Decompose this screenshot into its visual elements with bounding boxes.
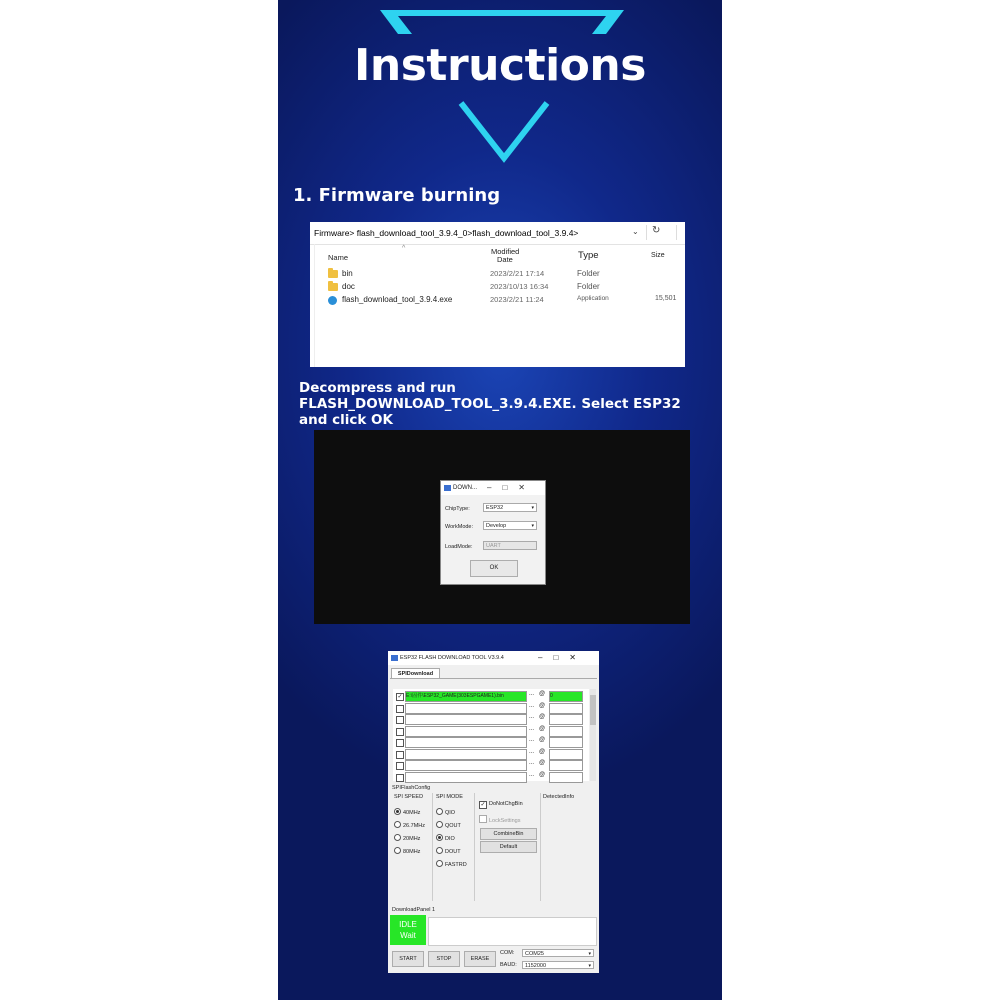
radio-label: DOUT xyxy=(445,849,461,855)
file-type: Folder xyxy=(577,282,600,291)
checkbox-label: DoNotChgBin xyxy=(489,801,523,807)
row-checkbox[interactable] xyxy=(396,739,404,747)
chevron-down-icon[interactable]: ⌄ xyxy=(632,227,639,236)
at-label: @ xyxy=(539,691,546,697)
column-header-modified-line2: Date xyxy=(497,255,513,264)
status-indicator xyxy=(390,915,426,945)
row-checkbox[interactable] xyxy=(396,762,404,770)
section-heading: 1. Firmware burning xyxy=(293,185,501,206)
table-row xyxy=(393,760,589,770)
radio-icon xyxy=(436,808,443,815)
divider xyxy=(314,244,315,367)
file-size: 15,501 xyxy=(655,295,677,302)
bin-path-input[interactable] xyxy=(405,749,527,760)
download-log xyxy=(428,917,597,946)
table-row xyxy=(393,714,589,724)
address-input[interactable] xyxy=(549,726,583,737)
file-name: doc xyxy=(342,282,355,291)
app-logo-icon xyxy=(444,485,451,491)
radio-icon xyxy=(436,821,443,828)
bin-path-input[interactable] xyxy=(405,737,527,748)
at-label: @ xyxy=(539,702,546,709)
address-input[interactable] xyxy=(549,703,583,714)
spi-config-label: SPIFlashConfig xyxy=(392,785,431,791)
browse-button[interactable]: ... xyxy=(529,691,535,697)
address-path: Firmware> flash_download_tool_3.9.4_0>flash_download_tool_3.9.4> xyxy=(314,228,579,238)
list-scrollbar[interactable] xyxy=(590,689,596,781)
app-icon xyxy=(328,296,337,305)
row-checkbox[interactable] xyxy=(396,751,404,759)
radio-icon xyxy=(394,834,401,841)
radio-label: QIO xyxy=(445,810,456,816)
do-not-chg-bin-checkbox[interactable] xyxy=(479,800,523,808)
spi-speed-label: SPI SPEED xyxy=(394,794,424,800)
spi-speed-40mhz[interactable] xyxy=(394,808,420,816)
refresh-icon[interactable]: ↻ xyxy=(652,225,661,236)
address-input[interactable] xyxy=(549,760,583,771)
chevron-down-icon: ▾ xyxy=(588,963,591,969)
search-icon[interactable] xyxy=(676,225,686,240)
page-title: Instructions xyxy=(354,40,646,91)
window-controls[interactable]: –□✕ xyxy=(487,483,536,492)
com-label: COM: xyxy=(500,950,515,956)
row-checkbox[interactable] xyxy=(396,728,404,736)
combine-bin-button[interactable]: CombineBin xyxy=(480,828,537,840)
radio-label: 40MHz xyxy=(403,810,421,816)
scrollbar-thumb[interactable] xyxy=(590,695,596,725)
at-label: @ xyxy=(539,771,546,778)
address-bar[interactable] xyxy=(310,222,685,245)
address-input[interactable] xyxy=(549,749,583,760)
spi-mode-dio[interactable] xyxy=(436,834,455,842)
browse-button[interactable]: ... xyxy=(529,725,535,732)
status-line1: IDLE xyxy=(399,920,417,929)
file-explorer-window xyxy=(310,222,685,367)
window-title: ESP32 FLASH DOWNLOAD TOOL V3.9.4 xyxy=(400,655,504,661)
lock-settings-checkbox[interactable] xyxy=(479,814,521,824)
bin-path-input[interactable] xyxy=(405,703,527,714)
baud-value: 1152000 xyxy=(525,963,547,969)
checkbox-label: LockSettings xyxy=(489,818,521,824)
file-type: Application xyxy=(577,295,609,302)
radio-label: 80MHz xyxy=(403,849,421,855)
column-header-modified-line1: Modified xyxy=(491,247,520,256)
top-chevron-decoration xyxy=(380,10,624,40)
tab-spidownload[interactable]: SPIDownload xyxy=(391,668,440,679)
spi-speed-20mhz[interactable] xyxy=(394,834,420,842)
desktop-background xyxy=(314,430,690,624)
bin-path-input[interactable] xyxy=(405,714,527,725)
chip-type-select[interactable] xyxy=(483,503,537,512)
download-panel-label: DownloadPanel 1 xyxy=(392,907,436,913)
file-modified: 2023/2/21 11:24 xyxy=(490,295,544,304)
default-button[interactable]: Default xyxy=(480,841,537,853)
chevron-down-icon: ▾ xyxy=(531,523,534,529)
radio-label: DIO xyxy=(445,836,455,842)
bin-file-list xyxy=(393,689,589,781)
column-header-modified[interactable] xyxy=(491,248,519,264)
spi-mode-qout[interactable] xyxy=(436,821,461,829)
address-input[interactable]: 0 xyxy=(549,691,583,702)
address-input[interactable] xyxy=(549,772,583,783)
radio-selected-icon xyxy=(394,808,401,815)
radio-label: FASTRD xyxy=(445,862,467,868)
window-titlebar xyxy=(388,651,599,665)
chip-type-value: ESP32 xyxy=(486,505,504,511)
work-mode-label: WorkMode: xyxy=(445,524,474,530)
load-mode-label: LoadMode: xyxy=(445,544,473,550)
column-header-type[interactable]: Type xyxy=(578,250,599,261)
row-checkbox[interactable] xyxy=(396,774,404,782)
divider xyxy=(646,225,647,240)
browse-button[interactable]: ... xyxy=(529,714,535,720)
bin-path-input[interactable] xyxy=(405,726,527,737)
dialog-title: DOWN... xyxy=(453,485,477,491)
row-checkbox[interactable]: ✓ xyxy=(397,694,403,700)
work-mode-value: Develop xyxy=(486,523,507,529)
at-label: @ xyxy=(539,748,546,755)
chip-type-label: ChipType: xyxy=(445,506,470,512)
row-checkbox[interactable] xyxy=(396,716,404,724)
checkbox-icon xyxy=(479,815,487,823)
load-mode-value: UART xyxy=(486,543,501,549)
start-button[interactable]: START xyxy=(392,951,424,967)
baud-select[interactable] xyxy=(522,961,594,969)
at-label: @ xyxy=(539,760,546,766)
dialog-titlebar xyxy=(441,481,545,495)
radio-selected-icon xyxy=(436,834,443,841)
stop-button[interactable]: STOP xyxy=(428,951,460,967)
file-type: Folder xyxy=(577,269,600,278)
checkbox-checked-icon: ✓ xyxy=(480,802,486,808)
divider xyxy=(390,678,597,679)
radio-label: 26.7MHz xyxy=(403,823,426,829)
file-name: flash_download_tool_3.9.4.exe xyxy=(342,295,453,304)
sort-caret-icon: ^ xyxy=(402,245,406,252)
spi-mode-qio[interactable] xyxy=(436,808,455,816)
radio-label: QOUT xyxy=(445,823,461,829)
folder-icon xyxy=(328,283,338,291)
flash-tool-window xyxy=(388,651,599,973)
browse-button[interactable]: ... xyxy=(529,760,535,766)
file-name: bin xyxy=(342,269,353,278)
chevron-down-icon: ▾ xyxy=(531,505,534,511)
bin-path-input[interactable] xyxy=(405,772,527,783)
erase-button[interactable]: ERASE xyxy=(464,951,496,967)
folder-icon xyxy=(328,270,338,278)
browse-button[interactable]: ... xyxy=(529,737,535,743)
app-logo-icon xyxy=(391,655,398,661)
work-mode-select[interactable] xyxy=(483,521,537,530)
spi-mode-label: SPI MODE xyxy=(436,794,463,800)
com-value: COM25 xyxy=(525,951,544,957)
com-select[interactable] xyxy=(522,949,594,957)
address-input[interactable] xyxy=(549,714,583,725)
chevron-down-icon: ▾ xyxy=(588,951,591,957)
ok-button[interactable]: OK xyxy=(470,560,518,577)
table-row xyxy=(393,703,589,713)
file-modified: 2023/10/13 16:34 xyxy=(490,282,549,291)
radio-label: 20MHz xyxy=(403,836,421,842)
column-header-name[interactable]: Name xyxy=(328,253,349,262)
down-chevron-decoration xyxy=(458,100,550,164)
table-row xyxy=(393,691,589,701)
radio-icon xyxy=(394,821,401,828)
chip-select-dialog xyxy=(440,480,546,585)
window-controls[interactable]: –□✕ xyxy=(538,653,587,662)
divider xyxy=(540,793,541,901)
spi-speed-26mhz[interactable] xyxy=(394,821,425,829)
address-input[interactable] xyxy=(549,737,583,748)
table-row xyxy=(393,772,589,782)
load-mode-select[interactable] xyxy=(483,541,537,550)
row-checkbox[interactable] xyxy=(396,705,404,713)
browse-button[interactable]: ... xyxy=(529,702,535,709)
table-row xyxy=(393,737,589,747)
bin-path-input[interactable]: E:\固件\ESP32_GAME(303ESPGAME1).bin xyxy=(405,691,527,702)
at-label: @ xyxy=(539,737,546,743)
status-line2: Wait xyxy=(400,931,416,940)
baud-label: BAUD: xyxy=(500,962,517,968)
browse-button[interactable]: ... xyxy=(529,748,535,755)
radio-icon xyxy=(394,847,401,854)
file-modified: 2023/2/21 17:14 xyxy=(490,269,545,278)
radio-icon xyxy=(436,860,443,867)
spi-mode-fastrd[interactable] xyxy=(436,860,467,868)
detected-info-label: DetectedInfo xyxy=(543,794,575,800)
spi-speed-80mhz[interactable] xyxy=(394,847,420,855)
bin-path-input[interactable] xyxy=(405,760,527,771)
divider xyxy=(432,793,433,901)
spi-mode-dout[interactable] xyxy=(436,847,461,855)
at-label: @ xyxy=(539,714,546,720)
browse-button[interactable]: ... xyxy=(529,771,535,778)
table-row xyxy=(393,749,589,759)
column-header-size[interactable]: Size xyxy=(651,252,665,259)
instruction-description: Decompress and run FLASH_DOWNLOAD_TOOL_3.9.4.EXE. Select ESP32 and click OK xyxy=(299,380,681,428)
table-row xyxy=(393,726,589,736)
at-label: @ xyxy=(539,725,546,732)
radio-icon xyxy=(436,847,443,854)
divider xyxy=(474,793,475,901)
